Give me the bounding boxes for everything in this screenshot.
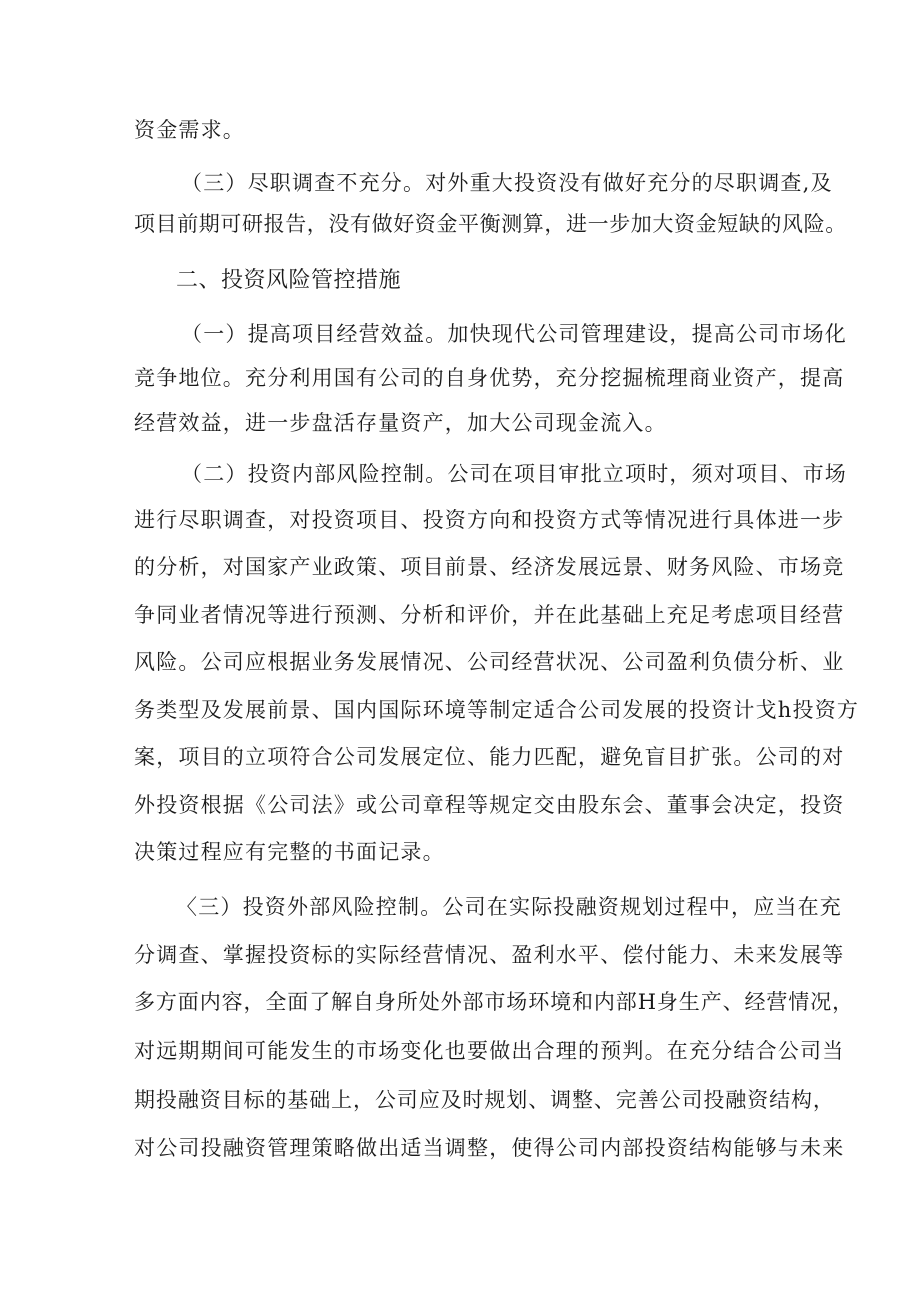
- paragraph-line: 的分析，对国家产业政策、项目前景、经济发展远景、财务风险、市场竞: [134, 555, 845, 579]
- section-heading: 二、投资风险管控措施: [176, 268, 402, 293]
- paragraph-line: 竞争地位。充分利用国有公司的自身优势，充分挖掘梳理商业资产，提高: [134, 366, 845, 390]
- paragraph-line: （三）尽职调查不充分。对外重大投资没有做好充分的尽职调查,及: [181, 171, 833, 195]
- paragraph-line: 案，项目的立项符合公司发展定位、能力匹配，避免盲目扩张。公司的对: [134, 745, 845, 769]
- paragraph-line: 资金需求。: [134, 118, 245, 142]
- paragraph-line: （一）提高项目经营效益。加快现代公司管理建设，提高公司市场化: [181, 322, 847, 346]
- paragraph-line: （二）投资内部风险控制。公司在项目审批立项时，须对项目、市场: [181, 462, 847, 486]
- paragraph-line: 多方面内容，全面了解自身所处外部市场环境和内部H身生产、经营情况，: [134, 990, 855, 1014]
- paragraph-line: 争同业者情况等进行预测、分析和评价，并在此基础上充足考虑项目经营: [134, 603, 845, 627]
- paragraph-line: 经营效益，进一步盘活存量资产，加大公司现金流入。: [134, 411, 667, 435]
- paragraph-line: 决策过程应有完整的书面记录。: [134, 840, 445, 864]
- paragraph-line: 对公司投融资管理策略做出适当调整，使得公司内部投资结构能够与未来: [134, 1136, 845, 1160]
- paragraph-line: 外投资根据《公司法》或公司章程等规定交由股东会、董事会决定，投资: [134, 793, 845, 817]
- paragraph-line: 〈三）投资外部风险控制。公司在实际投融资规划过程中，应当在充: [176, 895, 842, 919]
- paragraph-line: 分调查、掌握投资标的实际经营情况、盈利水平、偿付能力、未来发展等: [134, 943, 845, 967]
- paragraph-line: 项目前期可研报告，没有做好资金平衡测算，进一步加大资金短缺的风险。: [134, 212, 847, 236]
- paragraph-line: 务类型及发展前景、国内国际环境等制定适合公司发展的投资计戈h投资方: [134, 698, 860, 722]
- paragraph-line: 期投融资目标的基础上，公司应及时规划、调整、完善公司投融资结构，: [134, 1088, 835, 1112]
- paragraph-line: 进行尽职调查，对投资项目、投资方向和投资方式等情况进行具体进一步: [134, 508, 845, 532]
- paragraph-line: 对远期期间可能发生的市场变化也要做出合理的预判。在充分结合公司当: [134, 1039, 845, 1063]
- paragraph-line: 风险。公司应根据业务发展情况、公司经营状况、公司盈利负债分析、业: [134, 650, 845, 674]
